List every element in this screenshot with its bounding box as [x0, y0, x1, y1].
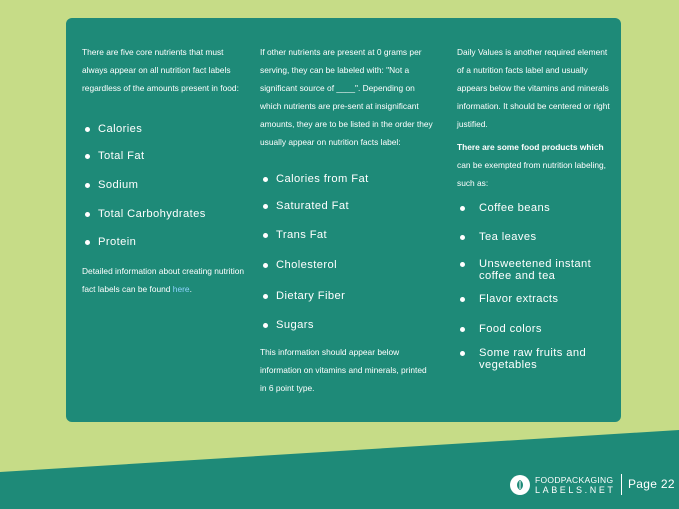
list-item: Trans Fat [260, 229, 435, 241]
bullet-icon [460, 327, 465, 332]
list-item: Total Fat [82, 150, 247, 162]
daily-values-text: Daily Values is another required element of a nutrition facts label and usually appears below the vitamins and minerals information. It should be centered or right justified. [457, 47, 610, 129]
bullet-icon [263, 177, 268, 182]
bullet-icon [85, 154, 90, 159]
insignificant-nutrients-intro: If other nutrients are present at 0 grams per serving, they can be labeled with: "Not a significant source of ____". Depending on which nutrients are pre-sent at insignificant amounts, they are to be listed in the order they usually appear on nutrition facts label: [260, 47, 433, 147]
bullet-icon [263, 204, 268, 209]
list-item: Sodium [82, 179, 247, 191]
bullet-icon [85, 127, 90, 132]
list-item: Protein [82, 236, 247, 248]
list-item: Food colors [457, 323, 613, 335]
list-item: Coffee beans [457, 202, 613, 214]
list-item: Sugars [260, 319, 435, 331]
bullet-icon [263, 323, 268, 328]
bullet-icon [85, 183, 90, 188]
brand-logo[interactable] [510, 472, 616, 498]
list-item: Cholesterol [260, 259, 435, 271]
here-link[interactable]: here [172, 284, 190, 294]
logo-wordmark [535, 475, 616, 495]
logo-line-1: FOODPACKAGING [535, 475, 614, 485]
bullet-icon [263, 233, 268, 238]
exempt-products-intro: There are some food products which can be exempted from nutrition labeling, such as: [457, 142, 606, 188]
list-item: Total Carbohydrates [82, 208, 247, 220]
bullet-icon [85, 240, 90, 245]
bullet-icon [460, 262, 465, 267]
list-item: Dietary Fiber [260, 290, 435, 302]
bullet-icon [460, 351, 465, 356]
list-item: Some raw fruits and vegetables [457, 347, 613, 371]
bullet-icon [263, 294, 268, 299]
logo-line-2: LABELS.NET [535, 485, 616, 495]
list-item: Tea leaves [457, 231, 613, 243]
bullet-icon [263, 263, 268, 268]
core-nutrients-intro: There are five core nutrients that must always appear on all nutrition fact labels regardless of the amounts present in food: [82, 47, 239, 93]
leaf-icon [510, 475, 530, 495]
list-item: Calories [82, 123, 247, 135]
footer-divider [621, 474, 622, 495]
list-item: Saturated Fat [260, 200, 435, 212]
bullet-icon [460, 235, 465, 240]
page-number: Page 22 [628, 477, 675, 491]
content-card [66, 18, 621, 422]
bullet-icon [460, 297, 465, 302]
list-item: Flavor extracts [457, 293, 613, 305]
bullet-icon [85, 212, 90, 217]
type-size-note: This information should appear below information on vitamins and minerals, printed in 6 point type. [260, 347, 427, 393]
detail-info-text: Detailed information about creating nutrition fact labels can be found here. [82, 266, 245, 294]
bullet-icon [460, 206, 465, 211]
list-item: Calories from Fat [260, 173, 435, 185]
list-item: Unsweetened instant coffee and tea [457, 258, 613, 282]
